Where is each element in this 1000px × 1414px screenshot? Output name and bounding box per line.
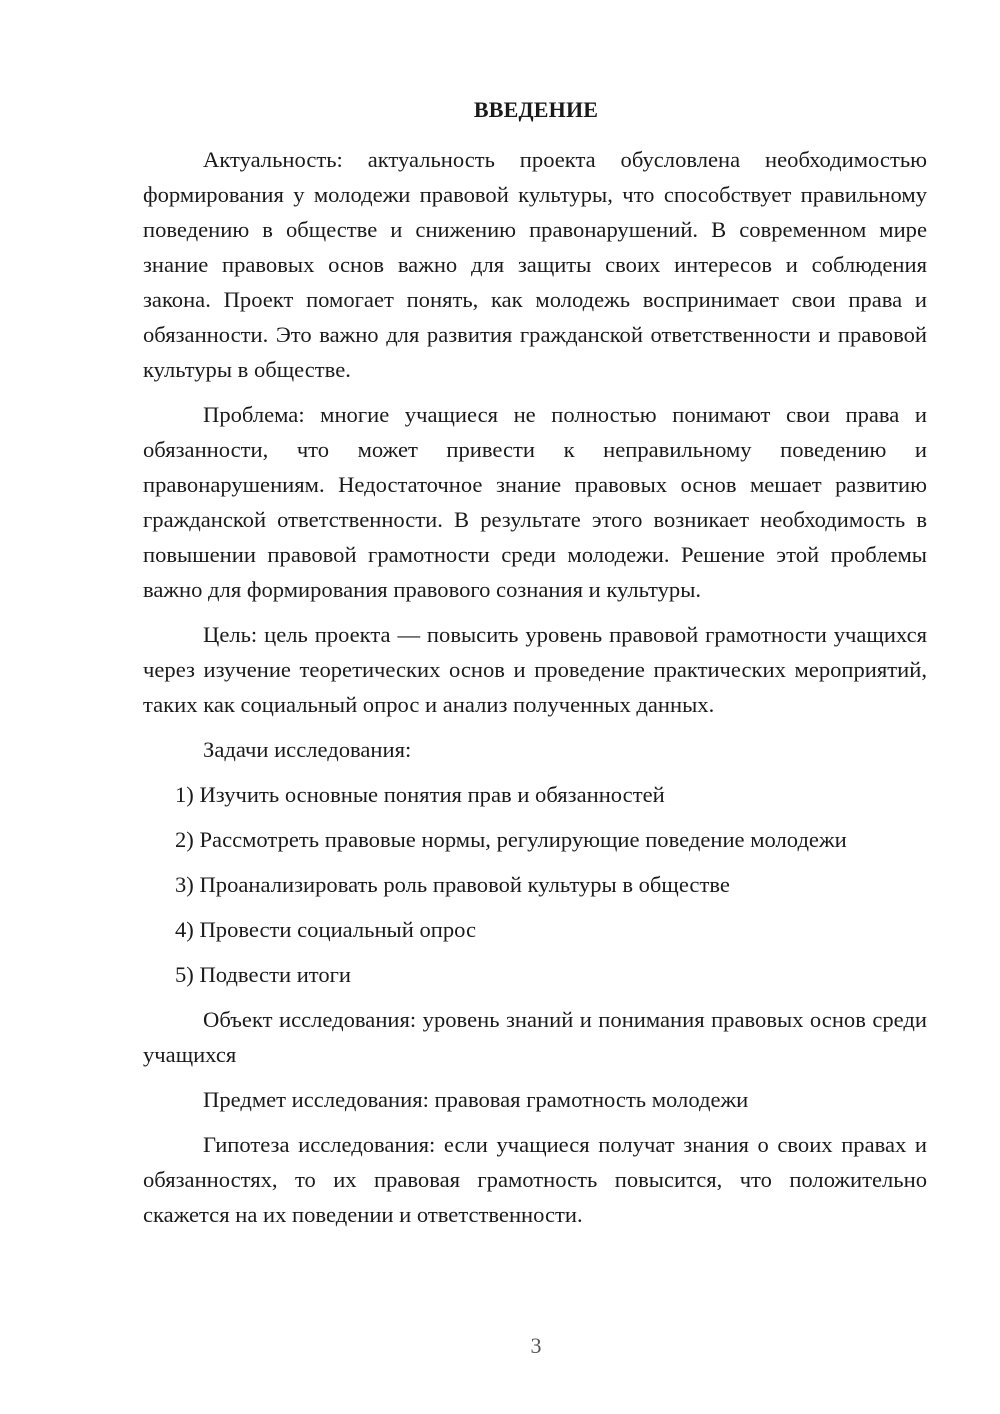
tasks-heading: Задачи исследования:: [203, 737, 412, 762]
tasks-list: [143, 777, 927, 992]
object-paragraph: Объект исследования: уровень знаний и понимания правовых основ среди учащихся: [143, 1007, 927, 1067]
task-item-3: 3) Проанализировать роль правовой культуры в обществе: [175, 872, 730, 897]
page-title: ВВЕДЕНИЕ: [473, 97, 599, 122]
subject-paragraph: Предмет исследования: правовая грамотность молодежи: [203, 1087, 749, 1112]
document-body: [143, 142, 927, 1242]
task-item-4: 4) Провести социальный опрос: [175, 917, 477, 942]
task-item-5: 5) Подвести итоги: [175, 962, 352, 987]
goal-paragraph: Цель: цель проекта — повысить уровень правовой грамотности учащихся через изучение теоретических основ и проведение практических мероприятий, таких как социальный опрос и анализ полученных данных.: [143, 622, 927, 717]
page-number: 3: [530, 1333, 542, 1358]
hypothesis-paragraph: Гипотеза исследования: если учащиеся получат знания о своих правах и обязанностях, то их правовая грамотность повысится, что положительно скажется на их поведении и ответственности.: [143, 1132, 927, 1227]
problem-paragraph: Проблема: многие учащиеся не полностью понимают свои права и обязанности, что может привести к неправильному поведению и правонарушениям. Недостаточное знание правовых основ мешает развитию гражданской ответственности. В результате этого возникает необходимость в повышении правовой грамотности среди молодежи. Решение этой проблемы важно для формирования правового сознания и культуры.: [143, 402, 927, 602]
actuality-paragraph: Актуальность: актуальность проекта обусловлена необходимостью формирования у молодежи правовой культуры, что способствует правильному поведению в обществе и снижению правонарушений. В современном мире знание правовых основ важно для защиты своих интересов и соблюдения закона. Проект помогает понять, как молодежь воспринимает свои права и обязанности. Это важно для развития гражданской ответственности и правовой культуры в обществе.: [143, 147, 927, 382]
task-item-2: 2) Рассмотреть правовые нормы, регулирующие поведение молодежи: [175, 827, 847, 852]
task-item-1: 1) Изучить основные понятия прав и обязанностей: [175, 782, 665, 807]
